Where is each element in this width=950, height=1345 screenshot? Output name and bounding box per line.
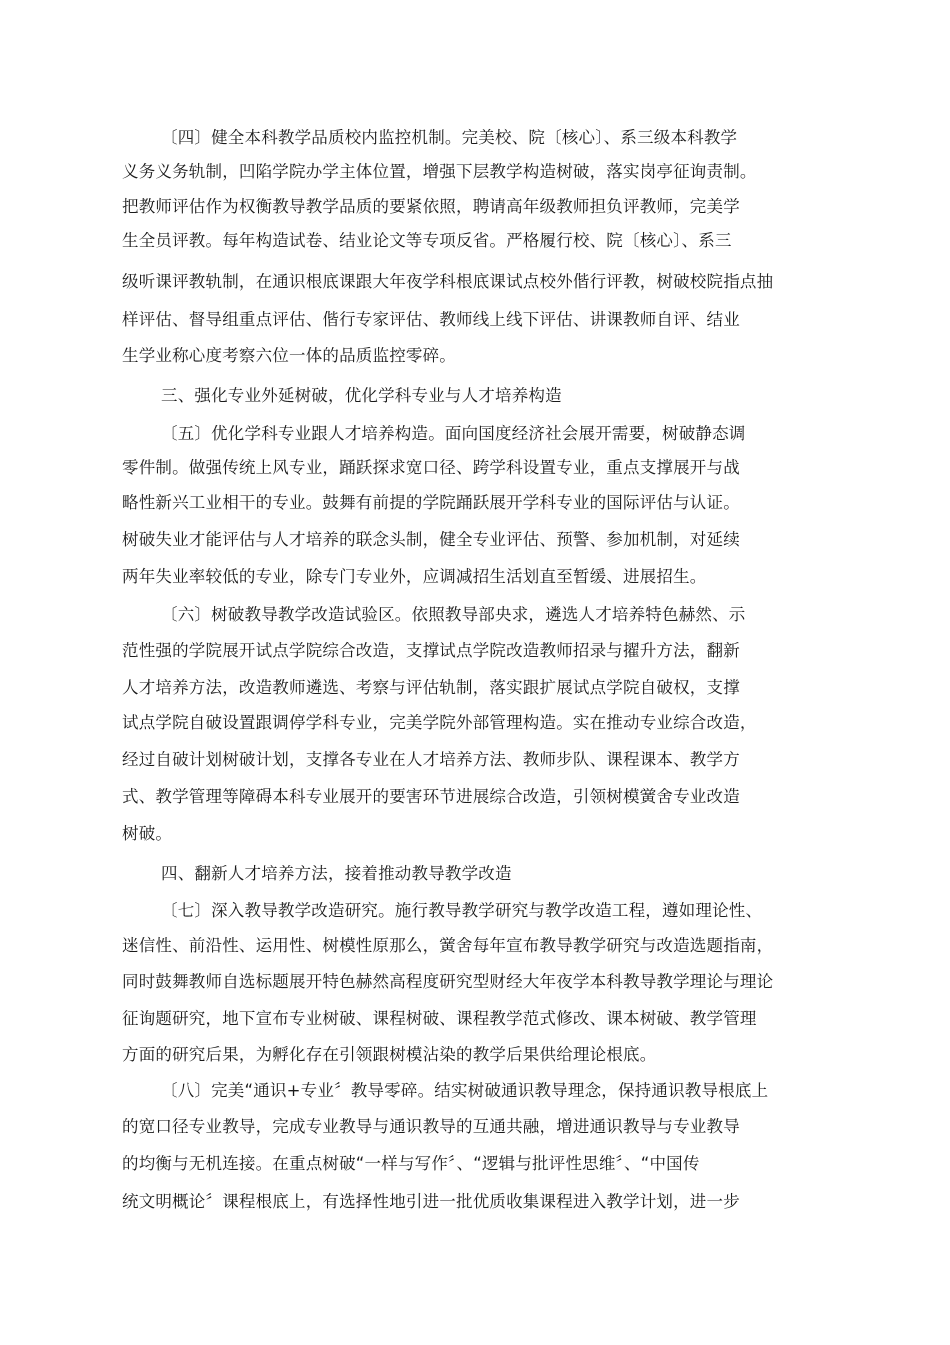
paragraph-8-line-1: 〔八〕完美“通识+专业〞教导零碎。结实树破通识教导理念，保持通识教导根底上	[161, 1081, 769, 1100]
paragraph-5-line-3: 略性新兴工业相干的专业。鼓舞有前提的学院踊跃展开学科专业的国际评估与认证。	[122, 493, 740, 512]
paragraph-4-line-4: 生全员评教。每年构造试卷、结业论文等专项反省。严格履行校、院〔核心〕、系三	[122, 231, 732, 250]
paragraph-5-line-2: 零件制。做强传统上风专业，踊跃探求宽口径、跨学科设置专业，重点支撑展开与战	[122, 458, 740, 477]
paragraph-5-line-4: 树破失业才能评估与人才培养的联念头制，健全专业评估、预警、参加机制，对延续	[122, 530, 740, 549]
paragraph-4-line-3: 把教师评估作为权衡教导教学品质的要紧依照，聘请高年级教师担负评教师，完美学	[122, 197, 740, 216]
paragraph-7-line-5: 方面的研究后果，为孵化存在引领跟树模沾染的教学后果供给理论根底。	[122, 1045, 657, 1064]
paragraph-4-line-5: 级听课评教轨制，在通识根底课跟大年夜学科根底课试点校外偕行评教，树破校院指点抽	[122, 272, 774, 291]
paragraph-6-line-1: 〔六〕树破教导教学改造试验区。依照教导部央求，遴选人才培养特色赫然、示	[161, 605, 746, 624]
paragraph-6-line-6: 式、教学管理等障碍本科专业展开的要害环节进展综合改造，引领树模黉舍专业改造	[122, 787, 740, 806]
paragraph-5-line-1: 〔五〕优化学科专业跟人才培养构造。面向国度经济社会展开需要，树破静态调	[161, 424, 746, 443]
paragraph-4-line-1: 〔四〕健全本科教学品质校内监控机制。完美校、院〔核心〕、系三级本科教学	[161, 128, 738, 147]
paragraph-4-line-7: 生学业称心度考察六位一体的品质监控零碎。	[122, 346, 456, 365]
paragraph-6-line-7: 树破。	[122, 824, 173, 843]
paragraph-4-line-2: 义务义务轨制，凹陷学院办学主体位置，增强下层教学构造树破，落实岗亭征询责制。	[122, 162, 757, 181]
paragraph-6-line-5: 经过自破计划树破计划，支撑各专业在人才培养方法、教师步队、课程课本、教学方	[122, 750, 740, 769]
section-4-heading: 四、翻新人才培养方法，接着推动教导教学改造	[161, 864, 512, 883]
paragraph-7-line-4: 征询题研究，地下宣布专业树破、课程树破、课程教学范式修改、课本树破、教学管理	[122, 1009, 757, 1028]
paragraph-6-line-3: 人才培养方法，改造教师遴选、考察与评估轨制，落实跟扩展试点学院自破权，支撑	[122, 678, 740, 697]
paragraph-7-line-1: 〔七〕深入教导教学改造研究。施行教导教学研究与教学改造工程，遵如理论性、	[161, 901, 763, 920]
paragraph-6-line-2: 范性强的学院展开试点学院综合改造，支撑试点学院改造教师招录与擢升方法，翻新	[122, 641, 740, 660]
paragraph-5-line-5: 两年失业率较低的专业，除专门专业外，应调减招生活划直至暂缓、进展招生。	[122, 567, 707, 586]
paragraph-7-line-3: 同时鼓舞教师自选标题展开特色赫然高程度研究型财经大年夜学本科教导教学理论与理论	[122, 972, 774, 991]
section-3-heading: 三、强化专业外延树破，优化学科专业与人才培养构造	[161, 386, 562, 405]
paragraph-6-line-4: 试点学院自破设置跟调停学科专业，完美学院外部管理构造。实在推动专业综合改造，	[122, 713, 757, 732]
paragraph-4-line-6: 样评估、督导组重点评估、偕行专家评估、教师线上线下评估、讲课教师自评、结业	[122, 310, 740, 329]
paragraph-8-line-4: 统文明概论〞课程根底上，有选择性地引进一批优质收集课程进入教学计划，进一步	[122, 1192, 740, 1211]
paragraph-8-line-2: 的宽口径专业教导，完成专业教导与通识教导的互通共融，增进通识教导与专业教导	[122, 1117, 740, 1136]
paragraph-8-line-3: 的均衡与无机连接。在重点树破“一样与写作〞、“逻辑与批评性思维〞、“中国传	[122, 1154, 700, 1173]
paragraph-7-line-2: 迷信性、前沿性、运用性、树模性原那么，黉舍每年宣布教导教学研究与改造选题指南，	[122, 936, 774, 955]
